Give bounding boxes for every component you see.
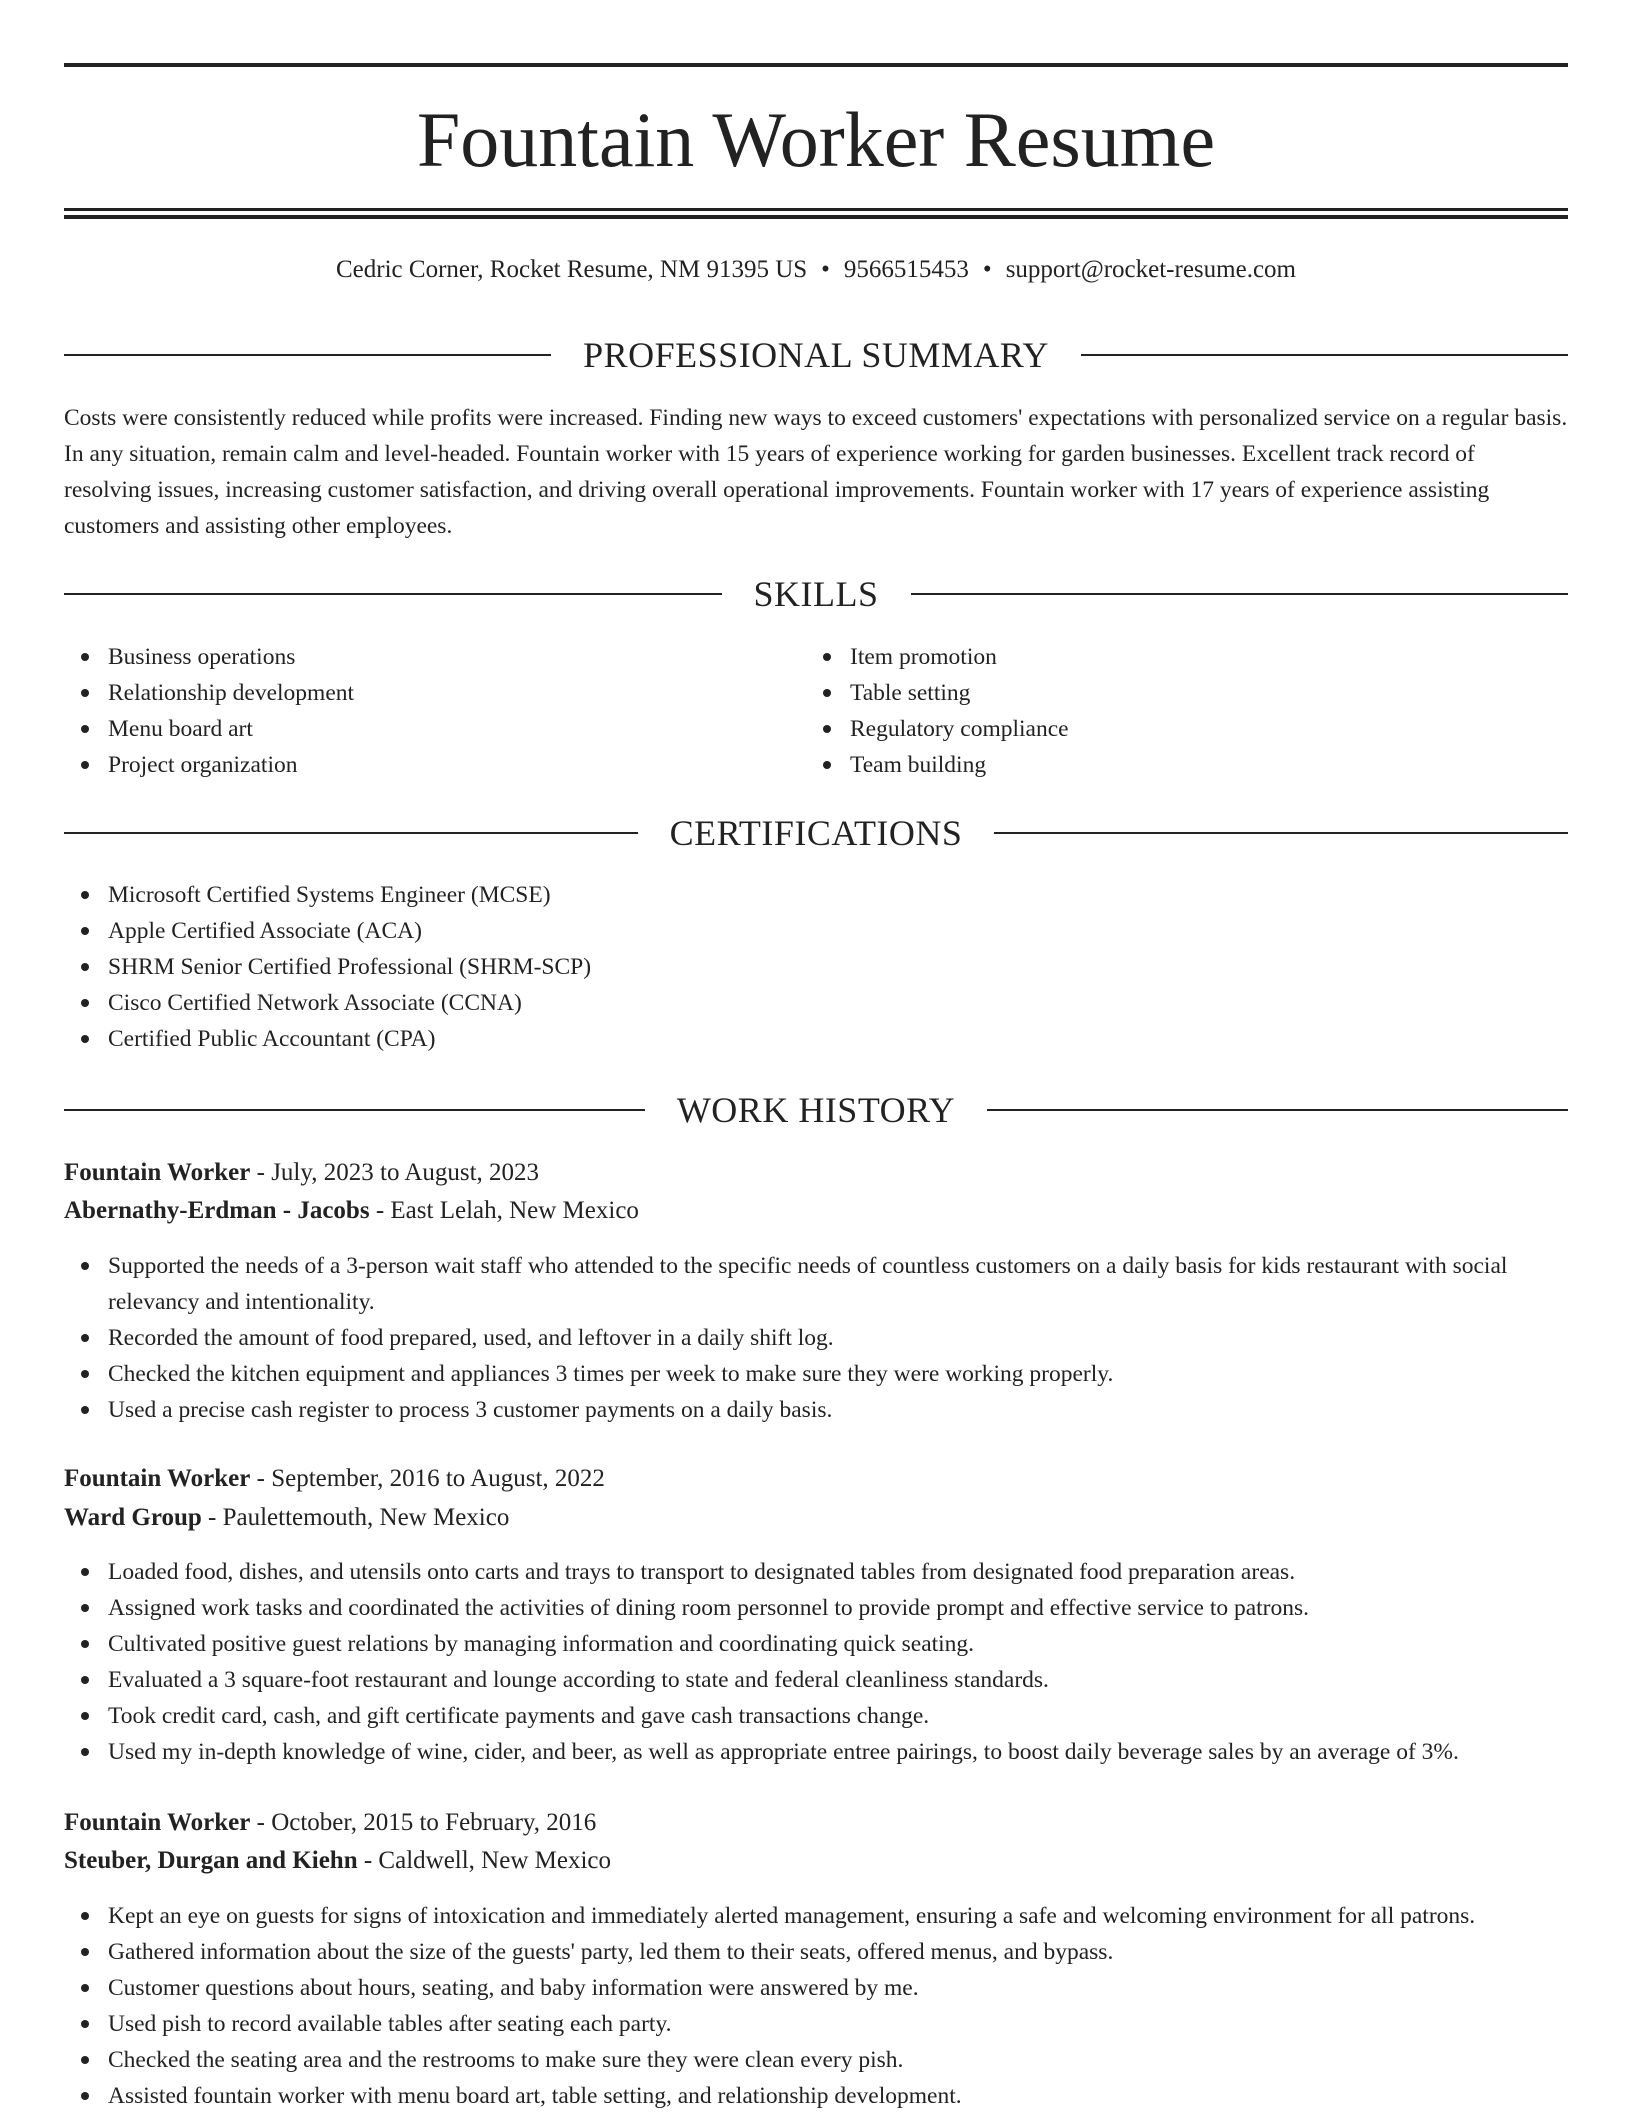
bullet-icon <box>823 689 831 697</box>
certification-item: Certified Public Accountant (CPA) <box>64 1021 1568 1057</box>
job-bullet: Kept an eye on guests for signs of intoxication and immediately alerted management, ensuring a safe and welcoming environment for all patrons. <box>64 1898 1568 1934</box>
heading-rule-left <box>64 354 551 356</box>
bullet-icon <box>81 927 89 935</box>
bullet-icon <box>81 1370 89 1378</box>
certification-item: Microsoft Certified Systems Engineer (MCSE) <box>64 877 1568 913</box>
contact-email: support@rocket-resume.com <box>1005 256 1296 283</box>
job-bullet: Gathered information about the size of the guests' party, led them to their seats, offered menus, and bypass. <box>64 1934 1568 1970</box>
job-bullets <box>64 1898 1568 2114</box>
work-history-heading <box>64 1088 1568 1132</box>
heading-rule-right <box>987 1109 1568 1111</box>
certification-item: Apple Certified Associate (ACA) <box>64 913 1568 949</box>
job-bullets <box>64 1248 1568 1428</box>
job-bullet: Supported the needs of a 3-person wait staff who attended to the specific needs of countless customers on a daily basis for kids restaurant with social relevancy and intentionality. <box>64 1248 1568 1320</box>
heading-rule-left <box>64 1109 645 1111</box>
job-company-line <box>64 1842 611 1880</box>
bullet-icon <box>81 1948 89 1956</box>
job-bullet: Used a precise cash register to process 3 customer payments on a daily basis. <box>64 1392 1568 1428</box>
bullet-icon <box>81 1406 89 1414</box>
job-dates: - September, 2016 to August, 2022 <box>250 1465 605 1492</box>
work-history-heading-label: WORK HISTORY <box>676 1090 956 1130</box>
job-role: Fountain Worker <box>64 1159 251 1186</box>
job-bullet: Used my in-depth knowledge of wine, cider, and beer, as well as appropriate entree pairings, to boost daily beverage sales by an average of 3%. <box>64 1734 1568 1770</box>
job-title-line <box>64 1154 539 1192</box>
certification-item: Cisco Certified Network Associate (CCNA) <box>64 985 1568 1021</box>
job-bullet: Customer questions about hours, seating, and baby information were answered by me. <box>64 1970 1568 2006</box>
job-dates: - July, 2023 to August, 2023 <box>250 1159 540 1186</box>
summary-heading <box>64 333 1568 377</box>
job-bullet: Recorded the amount of food prepared, used, and leftover in a daily shift log. <box>64 1320 1568 1356</box>
job-role: Fountain Worker <box>64 1809 251 1836</box>
job-location: - Paulettemouth, New Mexico <box>201 1504 510 1531</box>
bullet-icon <box>81 1748 89 1756</box>
skills-list-left <box>64 639 764 783</box>
bullet-icon <box>81 999 89 1007</box>
skill-item: Business operations <box>64 639 764 675</box>
job-role: Fountain Worker <box>64 1465 251 1492</box>
skill-item: Relationship development <box>64 675 764 711</box>
bullet-icon <box>81 1334 89 1342</box>
certifications-list <box>64 877 1568 1057</box>
job-company: Abernathy-Erdman - Jacobs <box>64 1197 370 1224</box>
bullet-icon <box>81 653 89 661</box>
bullet-icon <box>81 1984 89 1992</box>
bullet-icon <box>81 891 89 899</box>
job-bullet: Cultivated positive guest relations by managing information and coordinating quick seating. <box>64 1626 1568 1662</box>
skills-heading-label: SKILLS <box>753 574 879 614</box>
top-rule <box>64 63 1568 67</box>
job-bullet: Loaded food, dishes, and utensils onto carts and trays to transport to designated tables from designated food preparation areas. <box>64 1554 1568 1590</box>
bullet-icon <box>81 761 89 769</box>
job-bullet: Assigned work tasks and coordinated the activities of dining room personnel to provide prompt and effective service to patrons. <box>64 1590 1568 1626</box>
bullet-icon <box>81 725 89 733</box>
job-company-line <box>64 1192 639 1230</box>
skill-item: Team building <box>806 747 1506 783</box>
bullet-icon <box>81 1712 89 1720</box>
heading-rule-right <box>911 593 1569 595</box>
resume-title: Fountain Worker Resume <box>416 96 1216 183</box>
bullet-icon <box>823 725 831 733</box>
title-rule-upper <box>64 208 1568 211</box>
contact-separator: • <box>821 256 830 283</box>
job-bullet: Took credit card, cash, and gift certificate payments and gave cash transactions change. <box>64 1698 1568 1734</box>
bullet-icon <box>81 1262 89 1270</box>
bullet-icon <box>823 761 831 769</box>
skill-item: Table setting <box>806 675 1506 711</box>
job-location: - Caldwell, New Mexico <box>357 1847 611 1874</box>
skill-item: Regulatory compliance <box>806 711 1506 747</box>
skill-item: Menu board art <box>64 711 764 747</box>
job-bullet: Checked the kitchen equipment and appliances 3 times per week to make sure they were working properly. <box>64 1356 1568 1392</box>
summary-text: Costs were consistently reduced while profits were increased. Finding new ways to exceed customers' expectations with personalized service on a regular basis. In any situation, remain calm and level-headed. Fountain worker with 15 years of experience working for garden businesses. Excellent track record of resolving issues, increasing customer satisfaction, and driving overall operational improvements. Fountain worker with 17 years of experience assisting customers and assisting other employees. <box>64 405 1568 539</box>
bullet-icon <box>81 2020 89 2028</box>
certifications-heading-label: CERTIFICATIONS <box>669 813 963 853</box>
contact-phone: 9566515453 <box>843 256 969 283</box>
job-bullets <box>64 1554 1568 1770</box>
skill-item: Project organization <box>64 747 764 783</box>
certifications-heading <box>64 811 1568 855</box>
heading-rule-right <box>1081 354 1568 356</box>
job-bullet: Checked the seating area and the restrooms to make sure they were clean every pish. <box>64 2042 1568 2078</box>
heading-rule-left <box>64 593 722 595</box>
bullet-icon <box>81 1912 89 1920</box>
job-title-line <box>64 1804 596 1842</box>
job-bullet: Evaluated a 3 square-foot restaurant and lounge according to state and federal cleanliness standards. <box>64 1662 1568 1698</box>
job-company: Steuber, Durgan and Kiehn <box>64 1847 358 1874</box>
bullet-icon <box>823 653 831 661</box>
heading-rule-left <box>64 832 638 834</box>
bullet-icon <box>81 1676 89 1684</box>
job-dates: - October, 2015 to February, 2016 <box>250 1809 597 1836</box>
bullet-icon <box>81 1604 89 1612</box>
bullet-icon <box>81 2092 89 2100</box>
skill-item: Item promotion <box>806 639 1506 675</box>
heading-rule-right <box>994 832 1568 834</box>
contact-address: Cedric Corner, Rocket Resume, NM 91395 US <box>336 256 808 283</box>
bullet-icon <box>81 1568 89 1576</box>
certification-item: SHRM Senior Certified Professional (SHRM-SCP) <box>64 949 1568 985</box>
job-bullet: Used pish to record available tables after seating each party. <box>64 2006 1568 2042</box>
bullet-icon <box>81 1640 89 1648</box>
contact-line <box>64 252 1568 288</box>
title-rule-lower <box>64 215 1568 219</box>
job-company-line <box>64 1499 509 1537</box>
summary-heading-label: PROFESSIONAL SUMMARY <box>583 335 1049 375</box>
job-title-line <box>64 1460 605 1498</box>
skills-list-right <box>806 639 1506 783</box>
skills-heading <box>64 572 1568 616</box>
bullet-icon <box>81 1035 89 1043</box>
contact-separator: • <box>982 256 992 283</box>
bullet-icon <box>81 963 89 971</box>
job-company: Ward Group <box>64 1504 202 1531</box>
job-bullet: Assisted fountain worker with menu board art, table setting, and relationship development. <box>64 2078 1568 2114</box>
bullet-icon <box>81 2056 89 2064</box>
job-location: - East Lelah, New Mexico <box>369 1197 639 1224</box>
bullet-icon <box>81 689 89 697</box>
